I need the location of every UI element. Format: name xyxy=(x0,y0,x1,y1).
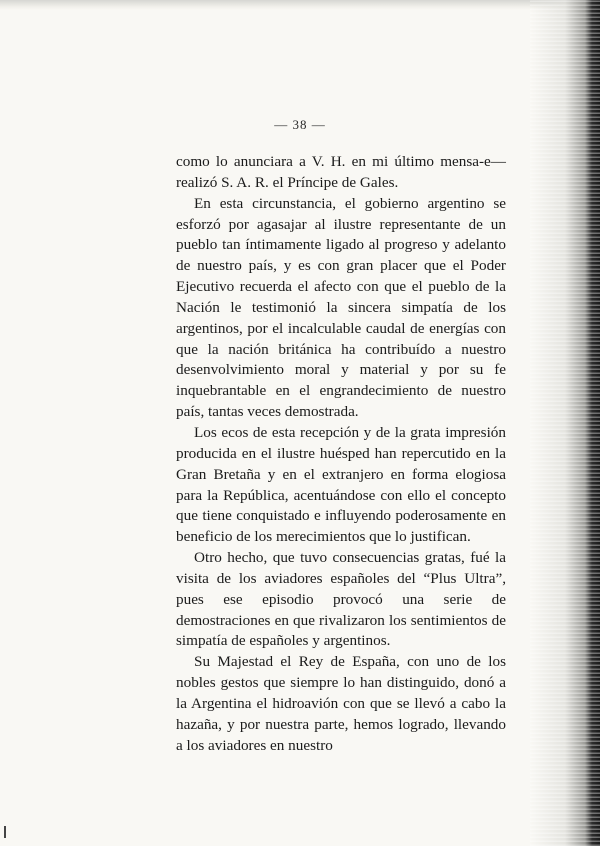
page-number: — 38 — xyxy=(274,117,326,132)
paragraph-king-of-spain: Su Majestad el Rey de España, con uno de los nobles gestos que siempre lo han distinguido, donó a la Argentina el hidroavión con que se llevó a cabo la hazaña, y por nuestra parte, hemos logrado, llevando a los aviadores en nuestro xyxy=(176,653,506,754)
paragraph-continuation: como lo anunciara a V. H. en mi último mensa-e— realizó S. A. R. el Príncipe de Gales. xyxy=(176,153,506,191)
body-text xyxy=(176,152,506,756)
paragraph-plus-ultra: Otro hecho, que tuvo consecuencias gratas, fué la visita de los aviadores españoles del “Plus Ultra”, pues ese episodio provocó una serie de demostraciones en que rivalizaron los sentimientos de simpatía de españoles y argentinos. xyxy=(176,549,506,650)
paragraph-reception-echoes: Los ecos de esta recepción y de la grata impresión producida en el ilustre huésped han repercutido en la Gran Bretaña y en el extranjero en forma elogiosa para la República, acentuándose con ello el concepto que tiene conquistado e influyendo poderosamente en beneficio de los merecimientos que lo justifican. xyxy=(176,423,506,546)
scan-top-edge xyxy=(0,0,600,10)
paragraph-prince-visit: En esta circunstancia, el gobierno argentino se esforzó por agasajar al ilustre representante de un pueblo tan íntimamente ligado al progreso y adelanto de nuestro país, y es con gran placer que el Poder Ejecutivo recuerda el afecto con que el pueblo de la Nación le testimonió la sincera simpatía de los argentinos, por el incalculable caudal de energías con que la nación británica ha contribuído a nuestro desenvolvimiento moral y material y por su fe inquebrantable en el engrandecimiento de nuestro país, tantas veces demostrada. xyxy=(176,194,506,421)
scan-margin-mark xyxy=(4,826,6,838)
